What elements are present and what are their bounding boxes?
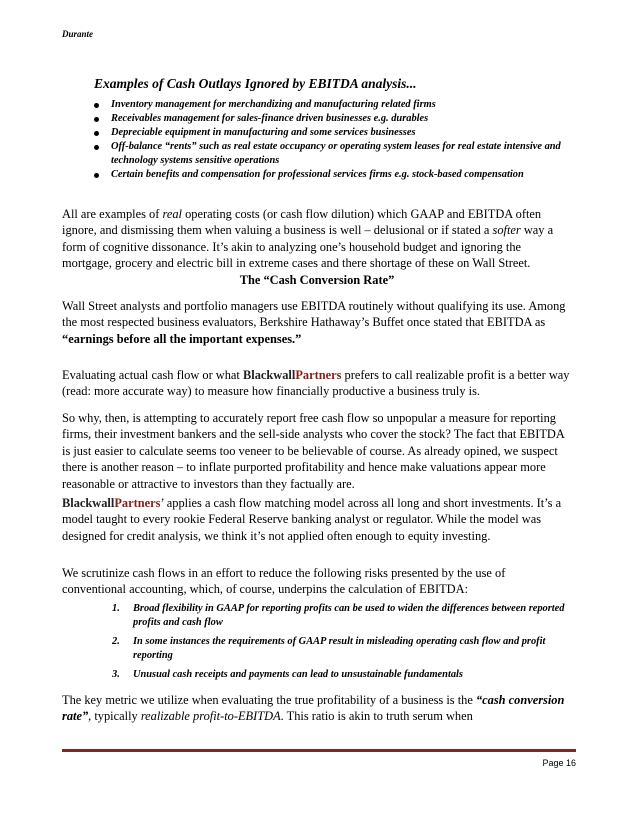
bullet-icon (94, 131, 99, 136)
list-item: 1. Broad flexibility in GAAP for reporting profits can be used to widen the differences between reported profits and cash flow (112, 603, 565, 628)
header-author: Durante (62, 29, 94, 39)
footer-rule (62, 749, 576, 752)
paragraph-scrutinize: We scrutinize cash flows in an effort to reduce the following risks presented by the use of conventional accounting, which, of course, underpins the calculation of EBITDA: (62, 566, 506, 597)
list-item: Certain benefits and compensation for professional services firms e.g. stock-based compensation (93, 168, 563, 182)
bullet-icon (94, 145, 99, 150)
outlays-list (93, 98, 563, 182)
list-item: Receivables management for sales-finance driven businesses e.g. durables (93, 112, 563, 126)
bullet-icon (94, 103, 99, 108)
paragraph-actual-cash-flow: Evaluating actual cash flow or what BlackwallPartners prefers to call realizable profit is a better way (read: more accurate way) to measure how financially productive a business truly is. (62, 368, 570, 399)
bullet-icon (94, 117, 99, 122)
brand-name-part1: Blackwall (62, 496, 115, 510)
risks-list (112, 602, 567, 688)
brand-name-part2: Partners (295, 368, 342, 382)
brand-name-part1: Blackwall (242, 368, 296, 382)
paragraph-wall-street: Wall Street analysts and portfolio managers use EBITDA routinely without qualifying its use. Among the most respected business evaluators, Berkshire Hathaway’s Buffet once stated that EBITDA as “earnings before all the important expenses.” (62, 299, 566, 346)
section-heading: The “Cash Conversion Rate” (239, 273, 395, 287)
outlays-title: Examples of Cash Outlays Ignored by EBITDA analysis... (94, 76, 417, 91)
list-item: 3. Unusual cash receipts and payments can lead to unsustainable fundamentals (112, 669, 463, 680)
list-item: 2. In some instances the requirements of GAAP result in misleading operating cash flow and profit reporting (112, 636, 546, 661)
brand-name-part2: Partners (114, 496, 161, 510)
bullet-icon (94, 173, 99, 178)
paragraph-why-unpopular: So why, then, is attempting to accurately report free cash flow so unpopular a measure for reporting firms, their investment bankers and the sell-side analysts who cover the stock? The fact that EBITDA is just easier to calculate seems too veneer to be believable of course. As already opined, we suspect there is another reason – to inflate purported profitability and hence make valuations appear more reasonable or attractive to investors than they factually are. (62, 411, 565, 491)
list-item: Off-balance “rents” such as real estate occupancy or operating system leases for real estate intensive and technology systems sensitive operations (93, 140, 563, 167)
page-number: Page 16 (542, 758, 576, 768)
paragraph-key-metric: The key metric we utilize when evaluating the true profitability of a business is the “cash conversion rate”, typically realizable profit-to-EBITDA. This ratio is akin to truth serum when (62, 693, 565, 724)
paragraph-cash-flow-model: BlackwallPartners’ applies a cash flow matching model across all long and short investments. It’s a model taught to every rookie Federal Reserve banking analyst or regulator. While the model was designed for credit analysis, we think it’s not applied often enough to equity investing. (62, 496, 562, 543)
list-item: Inventory management for merchandizing and manufacturing related firms (93, 98, 563, 112)
list-item: Depreciable equipment in manufacturing and some services businesses (93, 126, 563, 140)
paragraph-real-costs: All are examples of real operating costs (or cash flow dilution) which GAAP and EBITDA often ignore, and dismissing them when valuing a business is well – delusional or if stated a softer way a form of cognitive dissonance. It’s akin to analyzing one’s household budget and ignoring the mortgage, grocery and electric bill in extreme cases and there shortage of these on Wall Street. (62, 207, 554, 271)
